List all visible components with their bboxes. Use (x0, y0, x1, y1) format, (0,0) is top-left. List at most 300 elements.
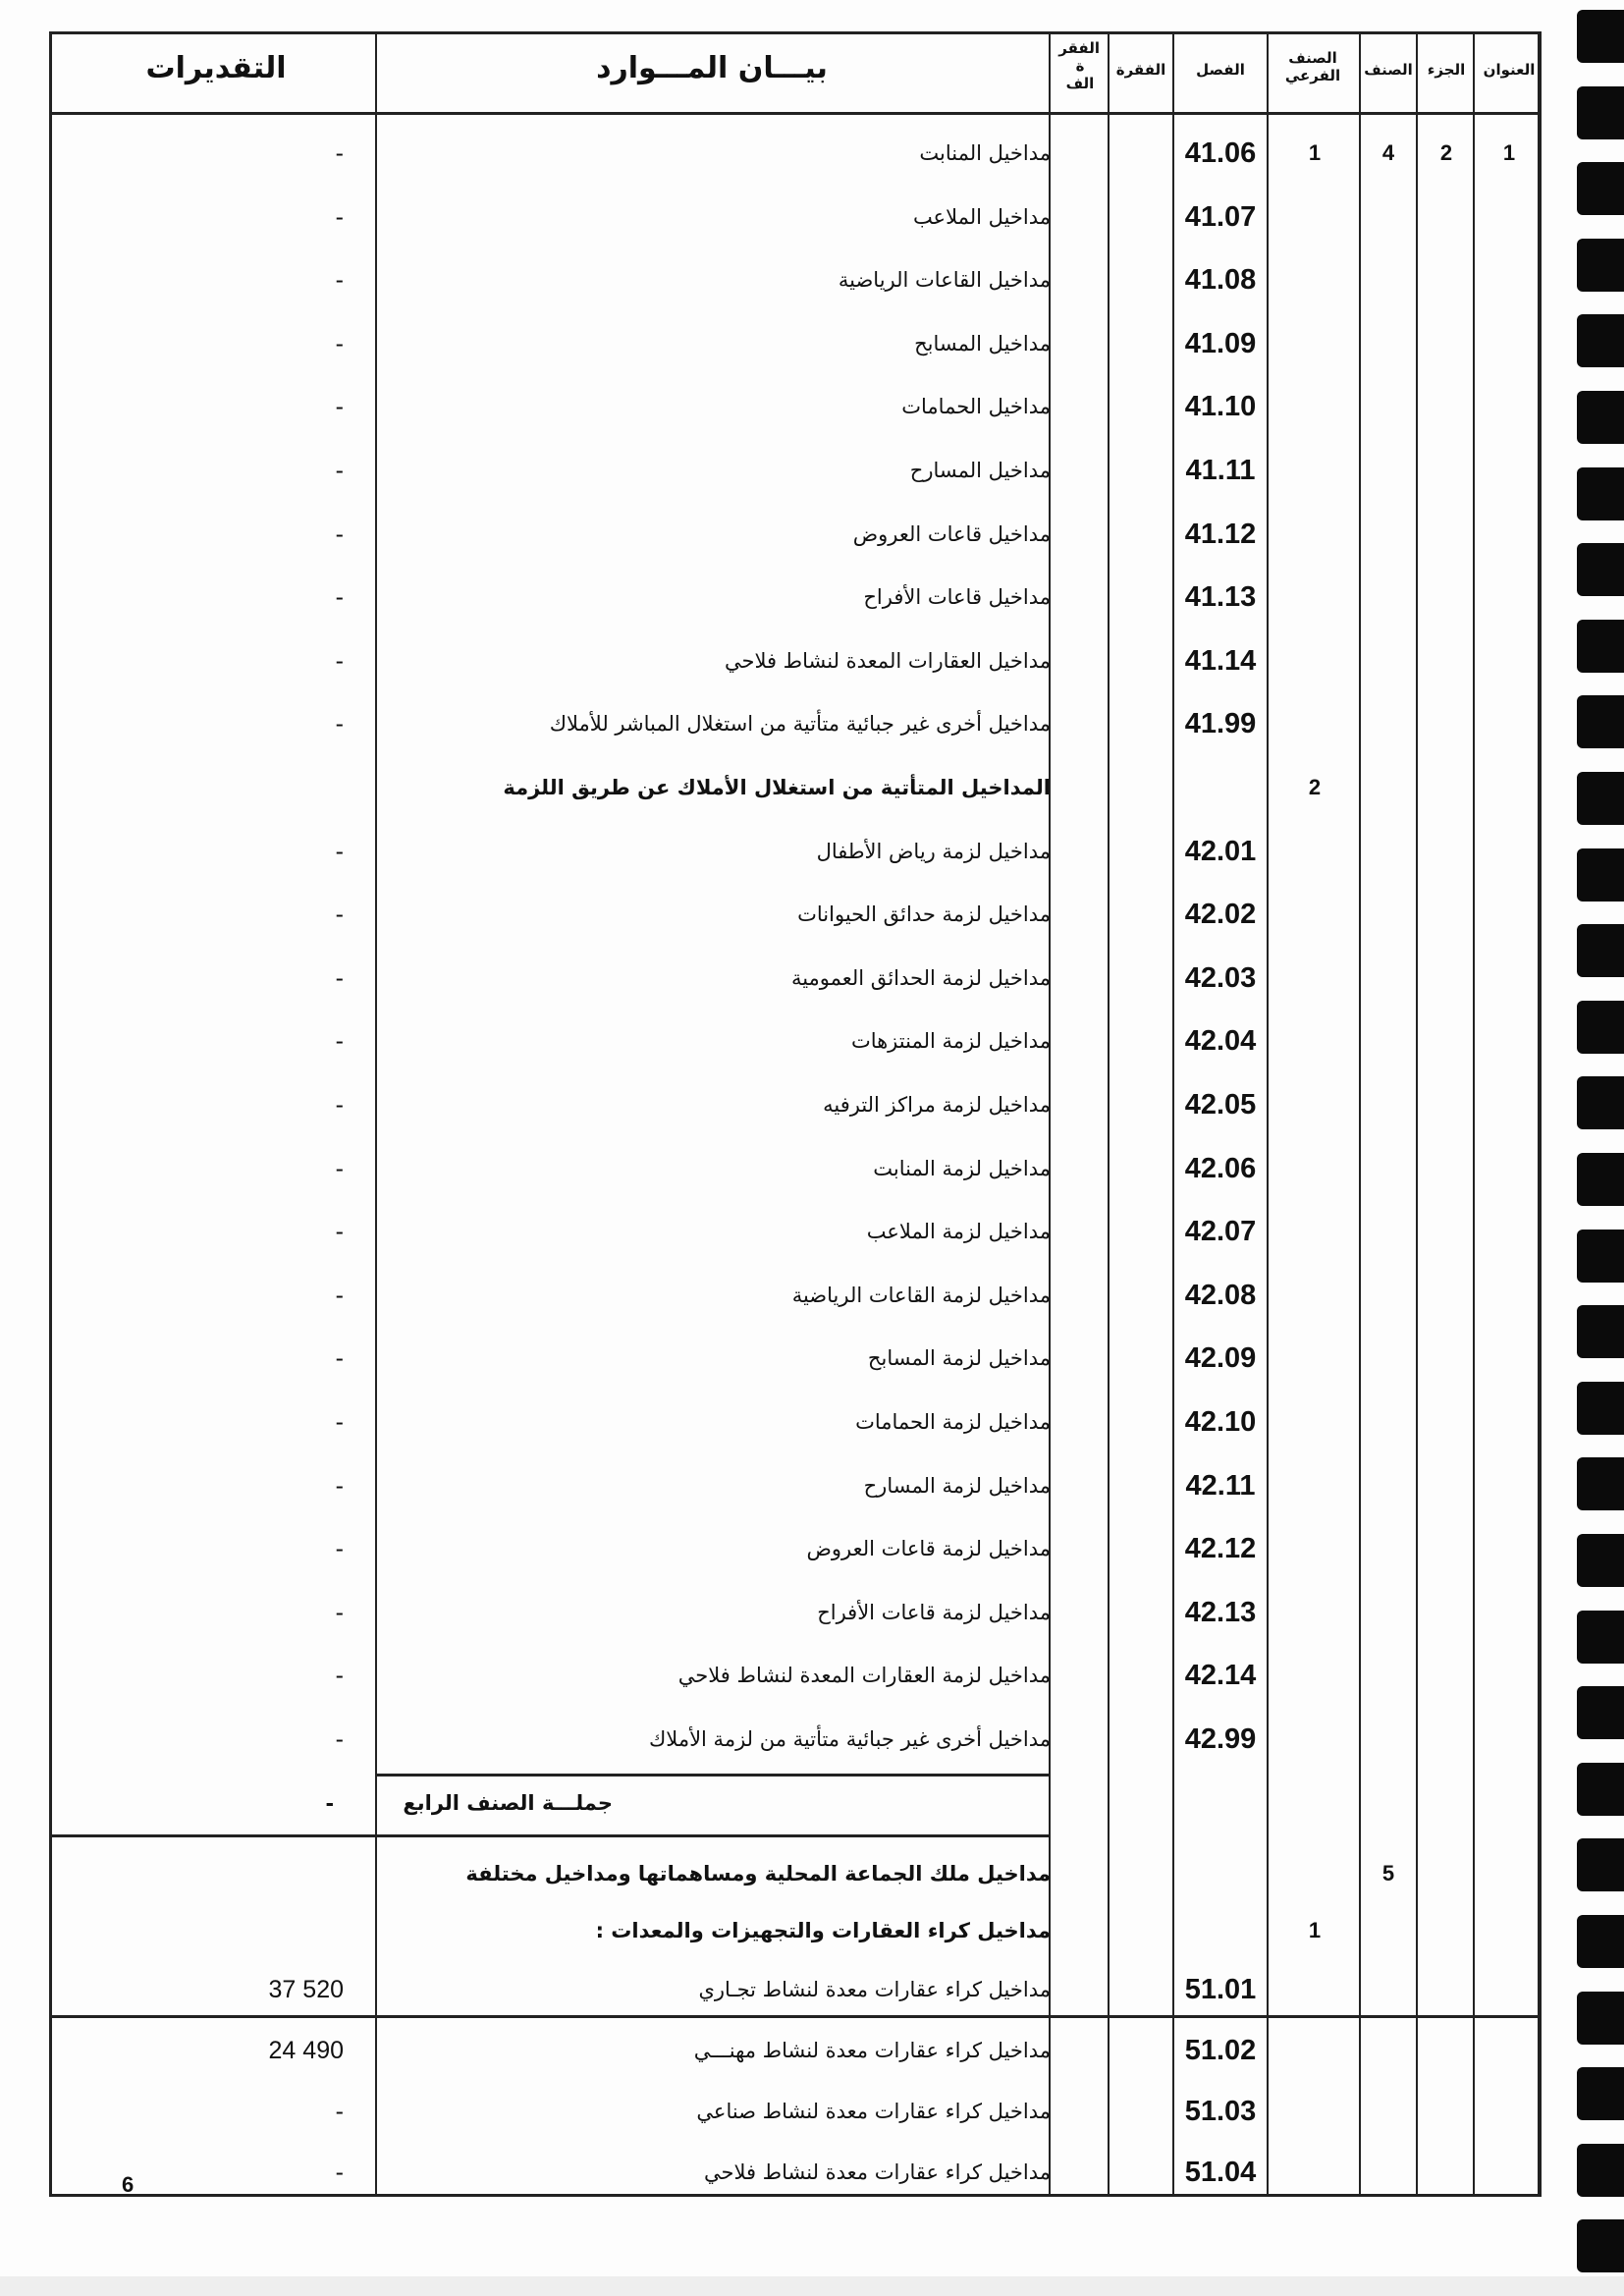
cell-estimate: - (335, 837, 344, 865)
binding-ring (1577, 1838, 1624, 1891)
binding-ring (1577, 2144, 1624, 2197)
cell-part (1420, 1772, 1473, 1834)
cell-estimate: 37 520 (268, 1976, 344, 2003)
binding-ring (1577, 86, 1624, 139)
header-class: الصنف (1364, 61, 1413, 79)
cell-part (1420, 566, 1473, 629)
cell-description: مداخيل لزمة مراكز الترفيه (823, 1093, 1051, 1117)
cell-part (1420, 1842, 1473, 1905)
cell-estimate: - (335, 393, 344, 421)
cell-subclass (1271, 2141, 1359, 2204)
cell-class (1361, 1391, 1416, 1453)
cell-estimate: - (335, 583, 344, 612)
cell-part (1420, 1327, 1473, 1390)
binding-ring (1577, 467, 1624, 520)
cell-part (1420, 1708, 1473, 1771)
cell-class: 4 (1381, 140, 1395, 165)
cell-title (1477, 1200, 1542, 1263)
table-row (0, 947, 1624, 1010)
cell-class (1361, 248, 1416, 311)
cell-estimate: - (335, 1154, 344, 1182)
cell-estimate: - (335, 1598, 344, 1626)
cell-estimate: - (335, 1408, 344, 1436)
binding-ring (1577, 1457, 1624, 1510)
cell-part (1420, 692, 1473, 755)
binding-ring (1577, 1534, 1624, 1587)
cell-part (1420, 186, 1473, 248)
cell-subclass (1271, 439, 1359, 502)
cell-chapter: 42.01 (1184, 835, 1257, 867)
cell-description: مداخيل لزمة قاعات العروض (806, 1537, 1051, 1561)
cell-estimate (196, 1899, 344, 1962)
binding-ring (1577, 1686, 1624, 1739)
cell-description: مداخيل لزمة المنابت (873, 1156, 1051, 1180)
cell-class (1361, 756, 1416, 819)
cell-chapter (1174, 1899, 1267, 1962)
cell-subclass (1271, 566, 1359, 629)
cell-description: مداخيل لزمة الملاعب (866, 1220, 1051, 1244)
cell-chapter: 42.13 (1184, 1596, 1257, 1628)
cell-title (1477, 629, 1542, 692)
cell-class (1361, 2019, 1416, 2082)
cell-class (1361, 503, 1416, 566)
binding-ring (1577, 391, 1624, 444)
cell-part (1420, 756, 1473, 819)
cell-title (1477, 692, 1542, 755)
table-row (0, 1073, 1624, 1136)
cell-chapter: 42.05 (1184, 1089, 1257, 1121)
table-row (0, 312, 1624, 375)
header-para-sub: الفقر ة الف (1058, 39, 1100, 92)
table-row (0, 503, 1624, 566)
cell-title (1477, 1073, 1542, 1136)
table-row (0, 2019, 1624, 2082)
cell-chapter: 41.08 (1184, 264, 1257, 297)
cell-subclass: 1 (1308, 1918, 1322, 1942)
binding-ring (1577, 695, 1624, 748)
table-row (0, 1708, 1624, 1771)
cell-estimate: - (335, 329, 344, 357)
cell-chapter: 42.14 (1184, 1660, 1257, 1692)
cell-description: مداخيل لزمة المسابح (867, 1346, 1051, 1371)
cell-chapter: 51.01 (1184, 1974, 1257, 2005)
binding-ring (1577, 1230, 1624, 1283)
cell-part (1420, 820, 1473, 883)
binding-ring (1577, 2219, 1624, 2272)
binding-ring (1577, 1305, 1624, 1358)
cell-chapter: 41.11 (1185, 455, 1256, 486)
cell-estimate: - (335, 1218, 344, 1246)
cell-description: مداخيل لزمة حدائق الحيوانات (797, 902, 1051, 927)
table-row (0, 2141, 1624, 2204)
cell-subclass (1271, 1581, 1359, 1644)
cell-title (1477, 820, 1542, 883)
header-chapter: الفصل (1196, 61, 1245, 79)
cell-part (1420, 312, 1473, 375)
cell-subclass (1271, 312, 1359, 375)
cell-title (1477, 248, 1542, 311)
header-part: الجزء (1427, 61, 1466, 79)
cell-title (1477, 1391, 1542, 1453)
cell-part (1420, 1137, 1473, 1200)
cell-title (1477, 1581, 1542, 1644)
cell-subclass (1271, 1073, 1359, 1136)
cell-part (1420, 1264, 1473, 1327)
cell-subclass (1271, 1010, 1359, 1072)
header-separator (49, 112, 1542, 115)
binding-ring (1577, 620, 1624, 673)
binding-ring (1577, 1076, 1624, 1129)
cell-estimate: - (335, 646, 344, 675)
cell-title: 1 (1502, 140, 1516, 165)
cell-subclass (1271, 248, 1359, 311)
cell-title (1477, 947, 1542, 1010)
cell-description: مداخيل لزمة القاعات الرياضية (791, 1283, 1051, 1307)
cell-chapter: 42.06 (1184, 1152, 1257, 1184)
cell-subclass (1271, 1644, 1359, 1707)
table-row (0, 248, 1624, 311)
table-row (0, 1391, 1624, 1453)
cell-subclass (1271, 503, 1359, 566)
cell-subclass (1271, 1772, 1359, 1834)
cell-subclass (1271, 1391, 1359, 1453)
cell-title (1477, 1264, 1542, 1327)
table-row (0, 375, 1624, 438)
cell-description: مداخيل لزمة الحدائق العمومية (790, 965, 1051, 990)
cell-subclass (1271, 1327, 1359, 1390)
cell-part (1420, 1644, 1473, 1707)
header-title: العنوان (1483, 61, 1536, 79)
cell-subclass (1271, 186, 1359, 248)
binding-ring (1577, 1915, 1624, 1968)
table-row (0, 186, 1624, 248)
table-row (0, 2080, 1624, 2143)
table-row (0, 1137, 1624, 1200)
cell-part (1420, 2019, 1473, 2082)
cell-part (1420, 1454, 1473, 1517)
cell-chapter (1174, 756, 1267, 819)
cell-chapter: 41.10 (1184, 391, 1257, 423)
cell-description: مداخيل كراء عقارات معدة لنشاط مهنـــي (693, 2039, 1051, 2062)
cell-class (1361, 1958, 1416, 2021)
cell-estimate: - (335, 457, 344, 484)
cell-description: مداخيل ملك الجماعة المحلية ومساهماتها ومداخيل مختلفة (465, 1862, 1051, 1886)
cell-title (1477, 1454, 1542, 1517)
cell-subclass (1271, 692, 1359, 755)
cell-class (1361, 1772, 1416, 1834)
cell-description: مداخيل لزمة المسارح (863, 1473, 1051, 1498)
table-row (0, 1010, 1624, 1072)
table-row (0, 1772, 1624, 1834)
cell-estimate: - (335, 2159, 344, 2186)
cell-estimate: - (335, 1535, 344, 1563)
cell-description: مداخيل المنابت (919, 141, 1051, 165)
cell-estimate: - (335, 519, 344, 548)
cell-subclass: 2 (1308, 775, 1322, 799)
binding-ring (1577, 2067, 1624, 2120)
cell-part (1420, 1899, 1473, 1962)
table-row (0, 1200, 1624, 1263)
binding-ring (1577, 1382, 1624, 1435)
cell-class: 5 (1381, 1861, 1395, 1886)
cell-description: مداخيل لزمة قاعات الأفراح (817, 1600, 1051, 1624)
cell-class (1361, 1581, 1416, 1644)
cell-subclass (1271, 883, 1359, 946)
cell-estimate: - (335, 1091, 344, 1119)
cell-title (1477, 1772, 1542, 1834)
cell-class (1361, 947, 1416, 1010)
cell-subclass (1271, 2080, 1359, 2143)
cell-class (1361, 439, 1416, 502)
cell-chapter: 42.03 (1184, 961, 1257, 994)
cell-part (1420, 1517, 1473, 1580)
binding-ring (1577, 1153, 1624, 1206)
table-row (0, 1327, 1624, 1390)
cell-chapter: 42.12 (1184, 1533, 1257, 1565)
cell-description: مداخيل قاعات العروض (852, 521, 1051, 546)
cell-title (1477, 1958, 1542, 2021)
cell-part (1420, 947, 1473, 1010)
cell-chapter: 42.07 (1184, 1216, 1257, 1248)
cell-class (1361, 1454, 1416, 1517)
cell-subclass (1271, 1264, 1359, 1327)
cell-class (1361, 1327, 1416, 1390)
table-row (0, 692, 1624, 755)
header-estimates: التقديرات (145, 51, 287, 85)
cell-description: مداخيل لزمة رياض الأطفال (816, 839, 1051, 863)
cell-class (1361, 1264, 1416, 1327)
cell-title (1477, 883, 1542, 946)
binding-ring (1577, 543, 1624, 596)
cell-description: مداخيل المسابح (914, 331, 1051, 355)
cell-part (1420, 1958, 1473, 2021)
cell-class (1361, 186, 1416, 248)
cell-estimate (196, 756, 344, 819)
cell-chapter: 42.11 (1185, 1469, 1256, 1502)
cell-title (1477, 1137, 1542, 1200)
cell-description: مداخيل أخرى غير جبائية متأتية من لزمة الأملاك (648, 1727, 1051, 1751)
cell-part (1420, 1391, 1473, 1453)
binding-ring (1577, 1611, 1624, 1664)
cell-title (1477, 186, 1542, 248)
table-row (0, 1517, 1624, 1580)
cell-subclass (1271, 375, 1359, 438)
cell-part (1420, 1010, 1473, 1072)
table-row (0, 439, 1624, 502)
table-row (0, 1264, 1624, 1327)
cell-class (1361, 883, 1416, 946)
cell-title (1477, 439, 1542, 502)
cell-class (1361, 1517, 1416, 1580)
table-row (0, 883, 1624, 946)
cell-class (1361, 375, 1416, 438)
cell-estimate: - (335, 266, 344, 295)
cell-description: مداخيل كراء عقارات معدة لنشاط صناعي (696, 2100, 1051, 2123)
cell-subclass (1271, 2019, 1359, 2082)
table-row (0, 756, 1624, 819)
cell-description: مداخيل لزمة الحمامات (855, 1410, 1051, 1434)
table-row (0, 1581, 1624, 1644)
cell-class (1361, 2141, 1416, 2204)
cell-class (1361, 629, 1416, 692)
cell-part (1420, 883, 1473, 946)
binding-ring (1577, 239, 1624, 292)
cell-title (1477, 1644, 1542, 1707)
cell-part (1420, 439, 1473, 502)
cell-chapter: 51.02 (1184, 2035, 1257, 2066)
cell-part (1420, 375, 1473, 438)
cell-estimate: - (335, 710, 344, 738)
table-row (0, 566, 1624, 629)
binding-ring (1577, 10, 1624, 63)
cell-chapter: 51.03 (1184, 2096, 1257, 2127)
cell-part: 2 (1439, 140, 1453, 165)
cell-title (1477, 2141, 1542, 2204)
table-row (0, 1958, 1624, 2021)
binding-ring (1577, 162, 1624, 215)
header-description: بيـــان المـــوارد (596, 51, 828, 85)
cell-description: جملـــة الصنف الرابع (403, 1790, 613, 1815)
cell-subclass (1271, 1708, 1359, 1771)
cell-subclass (1271, 1842, 1359, 1905)
cell-title (1477, 503, 1542, 566)
cell-description: مداخيل العقارات المعدة لنشاط فلاحي (724, 648, 1051, 673)
cell-class (1361, 1137, 1416, 1200)
cell-estimate: - (335, 901, 344, 929)
table-row (0, 1842, 1624, 1905)
cell-estimate (196, 1842, 344, 1905)
cell-title (1477, 1010, 1542, 1072)
cell-chapter: 42.04 (1184, 1025, 1257, 1058)
table-row (0, 1644, 1624, 1707)
binding-ring (1577, 1001, 1624, 1054)
table-row (0, 122, 1624, 185)
cell-part (1420, 2141, 1473, 2204)
cell-part (1420, 629, 1473, 692)
cell-chapter (1174, 1842, 1267, 1905)
cell-description: مداخيل القاعات الرياضية (838, 268, 1051, 293)
cell-estimate: - (335, 1344, 344, 1373)
cell-estimate: - (335, 139, 344, 167)
cell-subclass (1271, 1200, 1359, 1263)
binding-ring (1577, 924, 1624, 977)
cell-class (1361, 1899, 1416, 1962)
cell-class (1361, 566, 1416, 629)
cell-chapter: 41.09 (1184, 327, 1257, 359)
cell-title (1477, 2080, 1542, 2143)
cell-title (1477, 1842, 1542, 1905)
cell-title (1477, 756, 1542, 819)
cell-subclass (1271, 1517, 1359, 1580)
cell-description: مداخيل كراء عقارات معدة لنشاط فلاحي (703, 2160, 1051, 2184)
cell-subclass: 1 (1308, 140, 1322, 165)
cell-chapter: 42.09 (1184, 1342, 1257, 1375)
cell-part (1420, 1581, 1473, 1644)
cell-title (1477, 312, 1542, 375)
cell-subclass (1271, 1137, 1359, 1200)
binding-ring (1577, 1763, 1624, 1816)
cell-title (1477, 566, 1542, 629)
header-paragraph: الفقرة (1115, 61, 1166, 79)
cell-part (1420, 1200, 1473, 1263)
cell-description: مداخيل لزمة العقارات المعدة لنشاط فلاحي (677, 1664, 1051, 1688)
page-number: 6 (122, 2172, 135, 2197)
cell-subclass (1271, 947, 1359, 1010)
cell-class (1361, 1073, 1416, 1136)
cell-class (1361, 1708, 1416, 1771)
cell-chapter: 41.99 (1184, 708, 1257, 740)
cell-description: مداخيل قاعات الأفراح (863, 585, 1051, 610)
cell-description: المداخيل المتأتية من استغلال الأملاك عن طريق اللزمة (503, 776, 1051, 799)
cell-estimate: - (335, 1281, 344, 1309)
cell-chapter: 41.14 (1184, 644, 1257, 677)
cell-chapter: 41.06 (1184, 137, 1257, 169)
cell-part (1420, 503, 1473, 566)
cell-part (1420, 248, 1473, 311)
cell-class (1361, 692, 1416, 755)
cell-chapter: 42.02 (1184, 899, 1257, 931)
spiral-binding (1577, 0, 1624, 2296)
binding-ring (1577, 1992, 1624, 2045)
cell-subclass (1271, 1454, 1359, 1517)
table-row (0, 629, 1624, 692)
cell-part (1420, 2080, 1473, 2143)
cell-estimate: - (335, 202, 344, 231)
cell-title (1477, 2019, 1542, 2082)
table-row (0, 820, 1624, 883)
subtotal-bottom-line (49, 1834, 1051, 1837)
cell-subclass (1271, 820, 1359, 883)
cell-title (1477, 1899, 1542, 1962)
cell-class (1361, 1010, 1416, 1072)
cell-description: مداخيل المسارح (909, 459, 1051, 482)
page-bottom-edge (0, 2276, 1624, 2296)
cell-chapter: 42.10 (1184, 1406, 1257, 1438)
cell-class (1361, 1644, 1416, 1707)
cell-chapter: 41.07 (1184, 200, 1257, 233)
cell-title (1477, 375, 1542, 438)
cell-class (1361, 312, 1416, 375)
binding-ring (1577, 314, 1624, 367)
cell-estimate: 24 490 (268, 2037, 344, 2064)
cell-estimate: - (335, 1662, 344, 1690)
cell-class (1361, 2080, 1416, 2143)
cell-estimate: - (325, 1788, 334, 1817)
cell-title (1477, 1327, 1542, 1390)
cell-subclass (1271, 629, 1359, 692)
cell-estimate: - (335, 963, 344, 992)
table-row (0, 1454, 1624, 1517)
cell-chapter: 42.08 (1184, 1279, 1257, 1311)
cell-description: مداخيل كراء عقارات معدة لنشاط تجـاري (698, 1978, 1051, 2001)
cell-estimate: - (335, 1027, 344, 1056)
cell-estimate: - (335, 1725, 344, 1753)
cell-description: مداخيل الملاعب (912, 204, 1051, 229)
cell-estimate: - (335, 2098, 344, 2125)
cell-subclass (1271, 1958, 1359, 2021)
cell-description: مداخيل الحمامات (901, 395, 1051, 419)
binding-ring (1577, 848, 1624, 902)
cell-description: مداخيل لزمة المنتزهات (850, 1029, 1051, 1054)
cell-description: مداخيل كراء العقارات والتجهيزات والمعدات : (595, 1919, 1051, 1942)
cell-chapter: 41.12 (1184, 518, 1257, 550)
binding-ring (1577, 772, 1624, 825)
cell-estimate: - (335, 1471, 344, 1500)
cell-title (1477, 1708, 1542, 1771)
header-subclass: الصنف الفرعي (1284, 49, 1341, 84)
cell-title (1477, 1517, 1542, 1580)
cell-class (1361, 1200, 1416, 1263)
